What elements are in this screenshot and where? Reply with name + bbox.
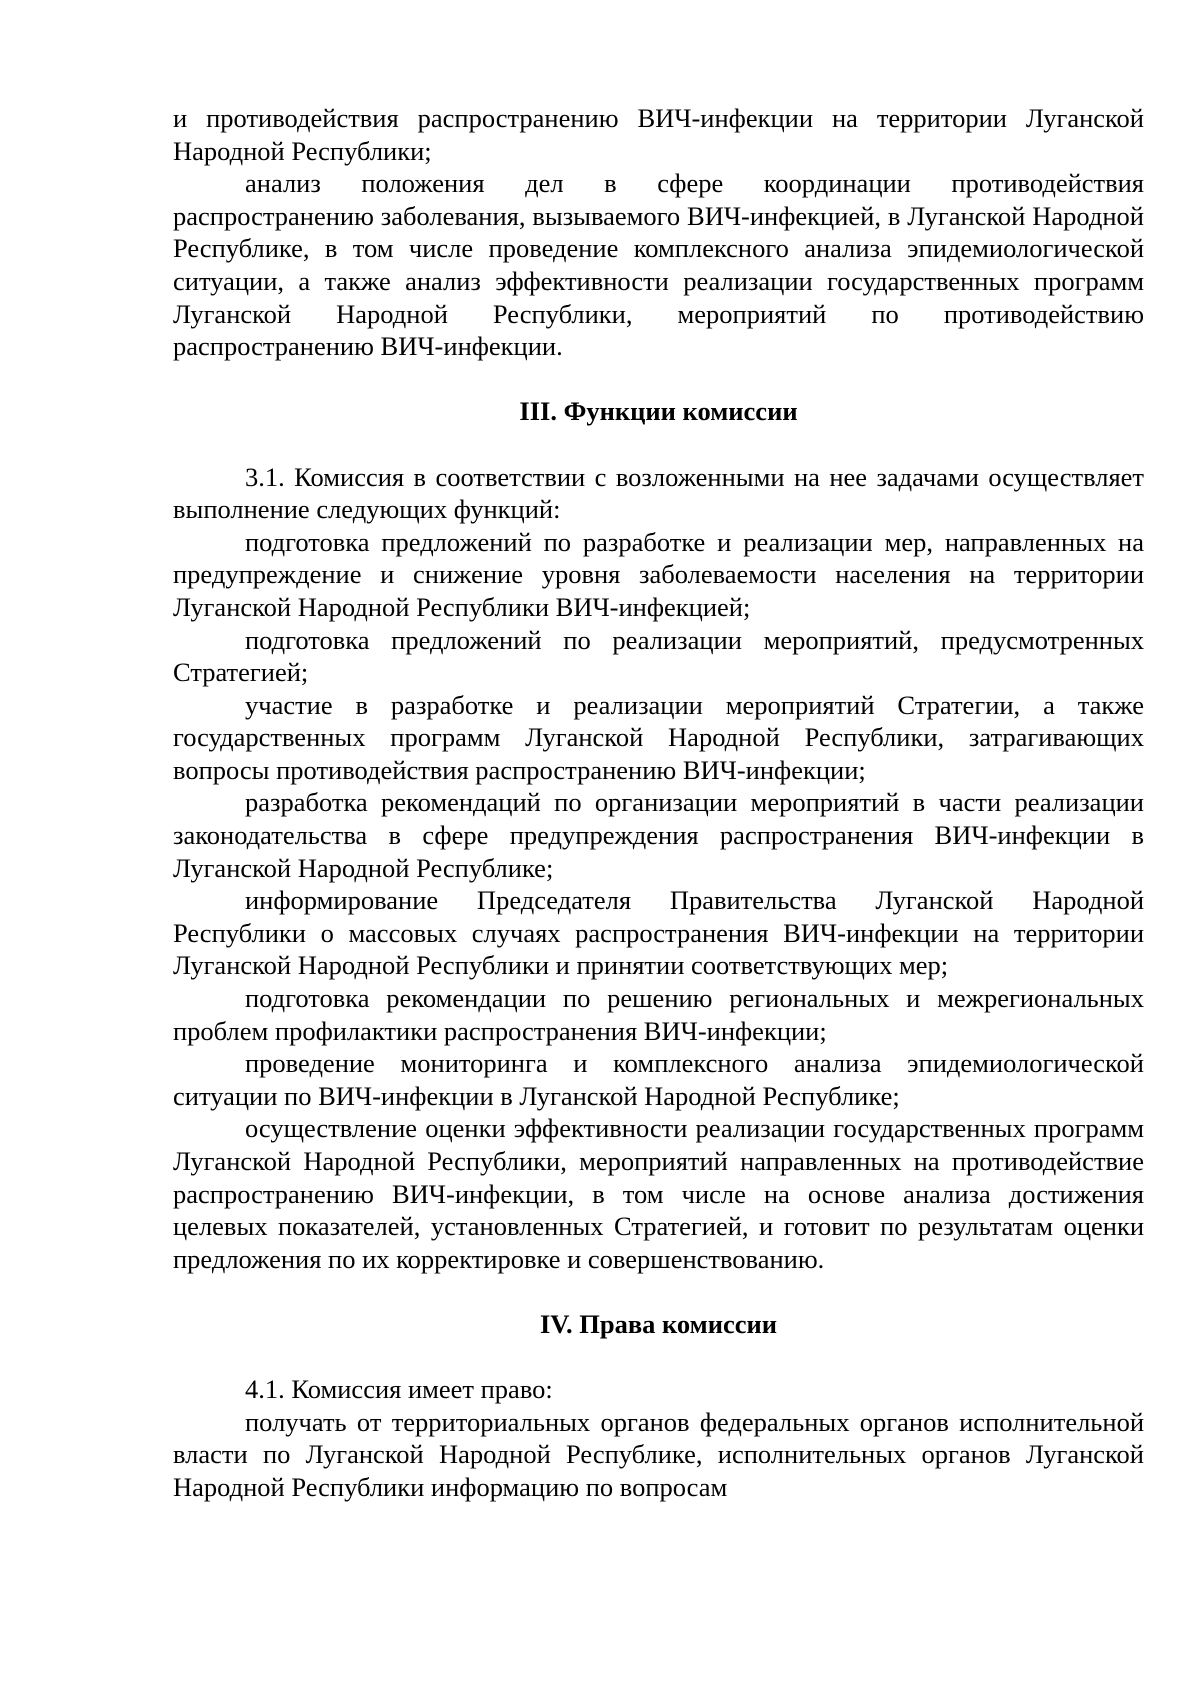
- function-item: разработка рекомендаций по организации мероприятий в части реализации законодательства в сфере предупреждения распространения ВИЧ-инфекции в Луганской Народной Республике;: [173, 787, 1144, 883]
- rights-item: получать от территориальных органов федеральных органов исполнительной власти по Луганской Народной Республике, исполнительных органов Луганской Народной Республики информацию по вопросам: [173, 1406, 1144, 1502]
- paragraph-continuation: и противодействия распространению ВИЧ-инфекции на территории Луганской Народной Республики;: [173, 103, 1144, 166]
- function-item: участие в разработке и реализации мероприятий Стратегии, а также государственных программ Луганской Народной Республики, затрагивающих вопросы противодействия распространению ВИЧ-инфекции;: [173, 689, 1144, 785]
- section-heading-rights: IV. Права комиссии: [539, 1308, 778, 1339]
- spacer: [173, 1341, 1144, 1374]
- spacer: [173, 428, 1144, 461]
- function-item: подготовка рекомендации по решению региональных и межрегиональных проблем профилактики распространения ВИЧ-инфекции;: [173, 983, 1144, 1046]
- spacer: [173, 1275, 1144, 1308]
- function-item: проведение мониторинга и комплексного анализа эпидемиологической ситуации по ВИЧ-инфекции в Луганской Народной Республике;: [173, 1048, 1144, 1111]
- section-heading-functions: III. Функции комиссии: [519, 396, 798, 427]
- paragraph-analysis: анализ положения дел в сфере координации противодействия распространению заболевания, вызываемого ВИЧ-инфекцией, в Луганской Народной Республике, в том числе проведение комплексного анализа эпидемиологической ситуации, а также анализ эффективности реализации государственных программ Луганской Народной Республики, мероприятий по противодействию распространению ВИЧ-инфекции.: [173, 168, 1144, 362]
- function-item: осуществление оценки эффективности реализации государственных программ Луганской Народной Республики, мероприятий направленных на противодействие распространению ВИЧ-инфекции, в том числе на основе анализа достижения целевых показателей, установленных Стратегией, и готовит по результатам оценки предложения по их корректировке и совершенствованию.: [173, 1113, 1144, 1274]
- document-page: [173, 102, 1144, 1504]
- function-item: подготовка предложений по реализации мероприятий, предусмотренных Стратегией;: [173, 624, 1144, 688]
- paragraph-4-1: 4.1. Комиссия имеет право:: [245, 1374, 553, 1405]
- function-item: информирование Председателя Правительства Луганской Народной Республики о массовых случаях распространения ВИЧ-инфекции на территории Луганской Народной Республики и принятии соответствующих мер;: [173, 885, 1144, 981]
- spacer: [173, 363, 1144, 396]
- paragraph-3-1: 3.1. Комиссия в соответствии с возложенными на нее задачами осуществляет выполнение следующих функций:: [173, 461, 1144, 525]
- function-item: подготовка предложений по разработке и реализации мер, направленных на предупреждение и снижение уровня заболеваемости населения на территории Луганской Народной Республики ВИЧ-инфекцией;: [173, 526, 1144, 622]
